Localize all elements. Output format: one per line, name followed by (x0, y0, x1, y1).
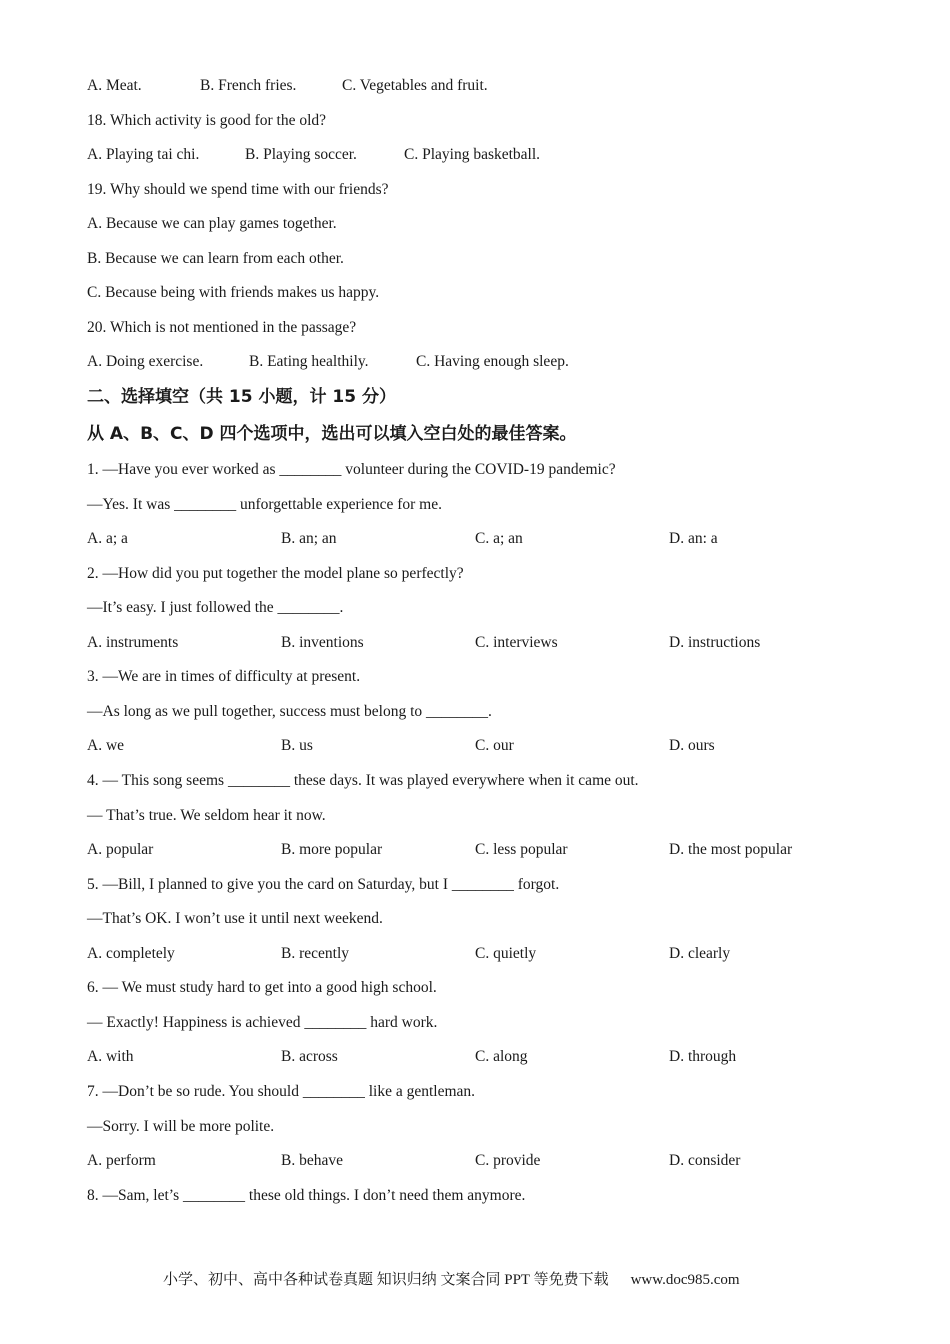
mc6-option-d: D. through (669, 1048, 737, 1065)
mc2-option-b: B. inventions (281, 634, 364, 651)
mc2-line1: 2. —How did you put together the model plane so perfectly? (87, 565, 464, 582)
mc4-line1: 4. — This song seems ________ these days. It was played everywhere when it came out. (87, 772, 639, 789)
mc4-option-a: A. popular (87, 841, 154, 858)
q20-option-a: A. Doing exercise. (87, 353, 204, 370)
mc5-option-d: D. clearly (669, 945, 731, 962)
mc7-line2: —Sorry. I will be more polite. (87, 1118, 275, 1135)
footer-url[interactable]: www.doc985.com (630, 1272, 740, 1288)
q18-option-c: C. Playing basketball. (404, 146, 541, 163)
mc7-option-b: B. behave (281, 1152, 343, 1169)
mc7-line1: 7. —Don’t be so rude. You should ________ like a gentleman. (87, 1083, 476, 1100)
mc4-option-c: C. less popular (475, 841, 568, 858)
mc7-option-a: A. perform (87, 1152, 156, 1169)
mc5-line2: —That’s OK. I won’t use it until next weekend. (87, 910, 383, 927)
mc6-option-b: B. across (281, 1048, 338, 1065)
mc2-option-a: A. instruments (87, 634, 179, 651)
footer-text: 小学、初中、高中各种试卷真题 知识归纳 文案合同 PPT 等免费下载 (163, 1272, 609, 1288)
mc4-option-d: D. the most popular (669, 841, 793, 858)
mc3-option-d: D. ours (669, 737, 715, 754)
q20-option-c: C. Having enough sleep. (416, 353, 569, 370)
mc6-option-c: C. along (475, 1048, 528, 1065)
mc1-line2: —Yes. It was ________ unforgettable experience for me. (87, 496, 442, 513)
mc6-option-a: A. with (87, 1048, 134, 1065)
mc4-line2: — That’s true. We seldom hear it now. (87, 807, 326, 824)
mc6-line2: — Exactly! Happiness is achieved ________ hard work. (87, 1014, 438, 1031)
mc1-line1: 1. —Have you ever worked as ________ volunteer during the COVID-19 pandemic? (87, 461, 616, 478)
mc8-line1: 8. —Sam, let’s ________ these old things. I don’t need them anymore. (87, 1187, 526, 1204)
page-footer (163, 1270, 740, 1290)
q19-option-b: B. Because we can learn from each other. (87, 250, 344, 267)
section-title: 二、选择填空（共 15 小题，计 15 分） (87, 387, 396, 407)
mc1-option-b: B. an; an (281, 530, 337, 547)
mc6-line1: 6. — We must study hard to get into a good high school. (87, 979, 437, 996)
q20-question: 20. Which is not mentioned in the passage? (87, 319, 357, 336)
mc5-line1: 5. —Bill, I planned to give you the card on Saturday, but I ________ forgot. (87, 876, 560, 893)
mc2-option-d: D. instructions (669, 634, 761, 651)
mc3-option-c: C. our (475, 737, 514, 754)
mc3-option-a: A. we (87, 737, 125, 754)
q17-option-c: C. Vegetables and fruit. (342, 77, 488, 94)
mc1-option-c: C. a; an (475, 530, 523, 547)
mc1-option-d: D. an: a (669, 530, 718, 547)
q19-option-a: A. Because we can play games together. (87, 215, 337, 232)
q17-option-a: A. Meat. (87, 77, 142, 94)
mc7-option-d: D. consider (669, 1152, 741, 1169)
mc5-option-a: A. completely (87, 945, 175, 962)
mc3-option-b: B. us (281, 737, 313, 754)
mc2-line2: —It’s easy. I just followed the ________. (87, 599, 344, 616)
mc5-option-c: C. quietly (475, 945, 537, 962)
q18-option-a: A. Playing tai chi. (87, 146, 200, 163)
q19-question: 19. Why should we spend time with our friends? (87, 181, 389, 198)
q18-option-b: B. Playing soccer. (245, 146, 357, 163)
mc1-option-a: A. a; a (87, 530, 128, 547)
mc3-line1: 3. —We are in times of difficulty at present. (87, 668, 361, 685)
mc3-line2: —As long as we pull together, success must belong to ________. (87, 703, 492, 720)
q18-question: 18. Which activity is good for the old? (87, 112, 327, 129)
mc4-option-b: B. more popular (281, 841, 383, 858)
mc7-option-c: C. provide (475, 1152, 541, 1169)
q20-option-b: B. Eating healthily. (249, 353, 369, 370)
section-instruction: 从 A、B、C、D 四个选项中，选出可以填入空白处的最佳答案。 (87, 424, 577, 444)
q19-option-c: C. Because being with friends makes us happy. (87, 284, 380, 301)
q17-option-b: B. French fries. (200, 77, 297, 94)
mc5-option-b: B. recently (281, 945, 350, 962)
mc2-option-c: C. interviews (475, 634, 558, 651)
